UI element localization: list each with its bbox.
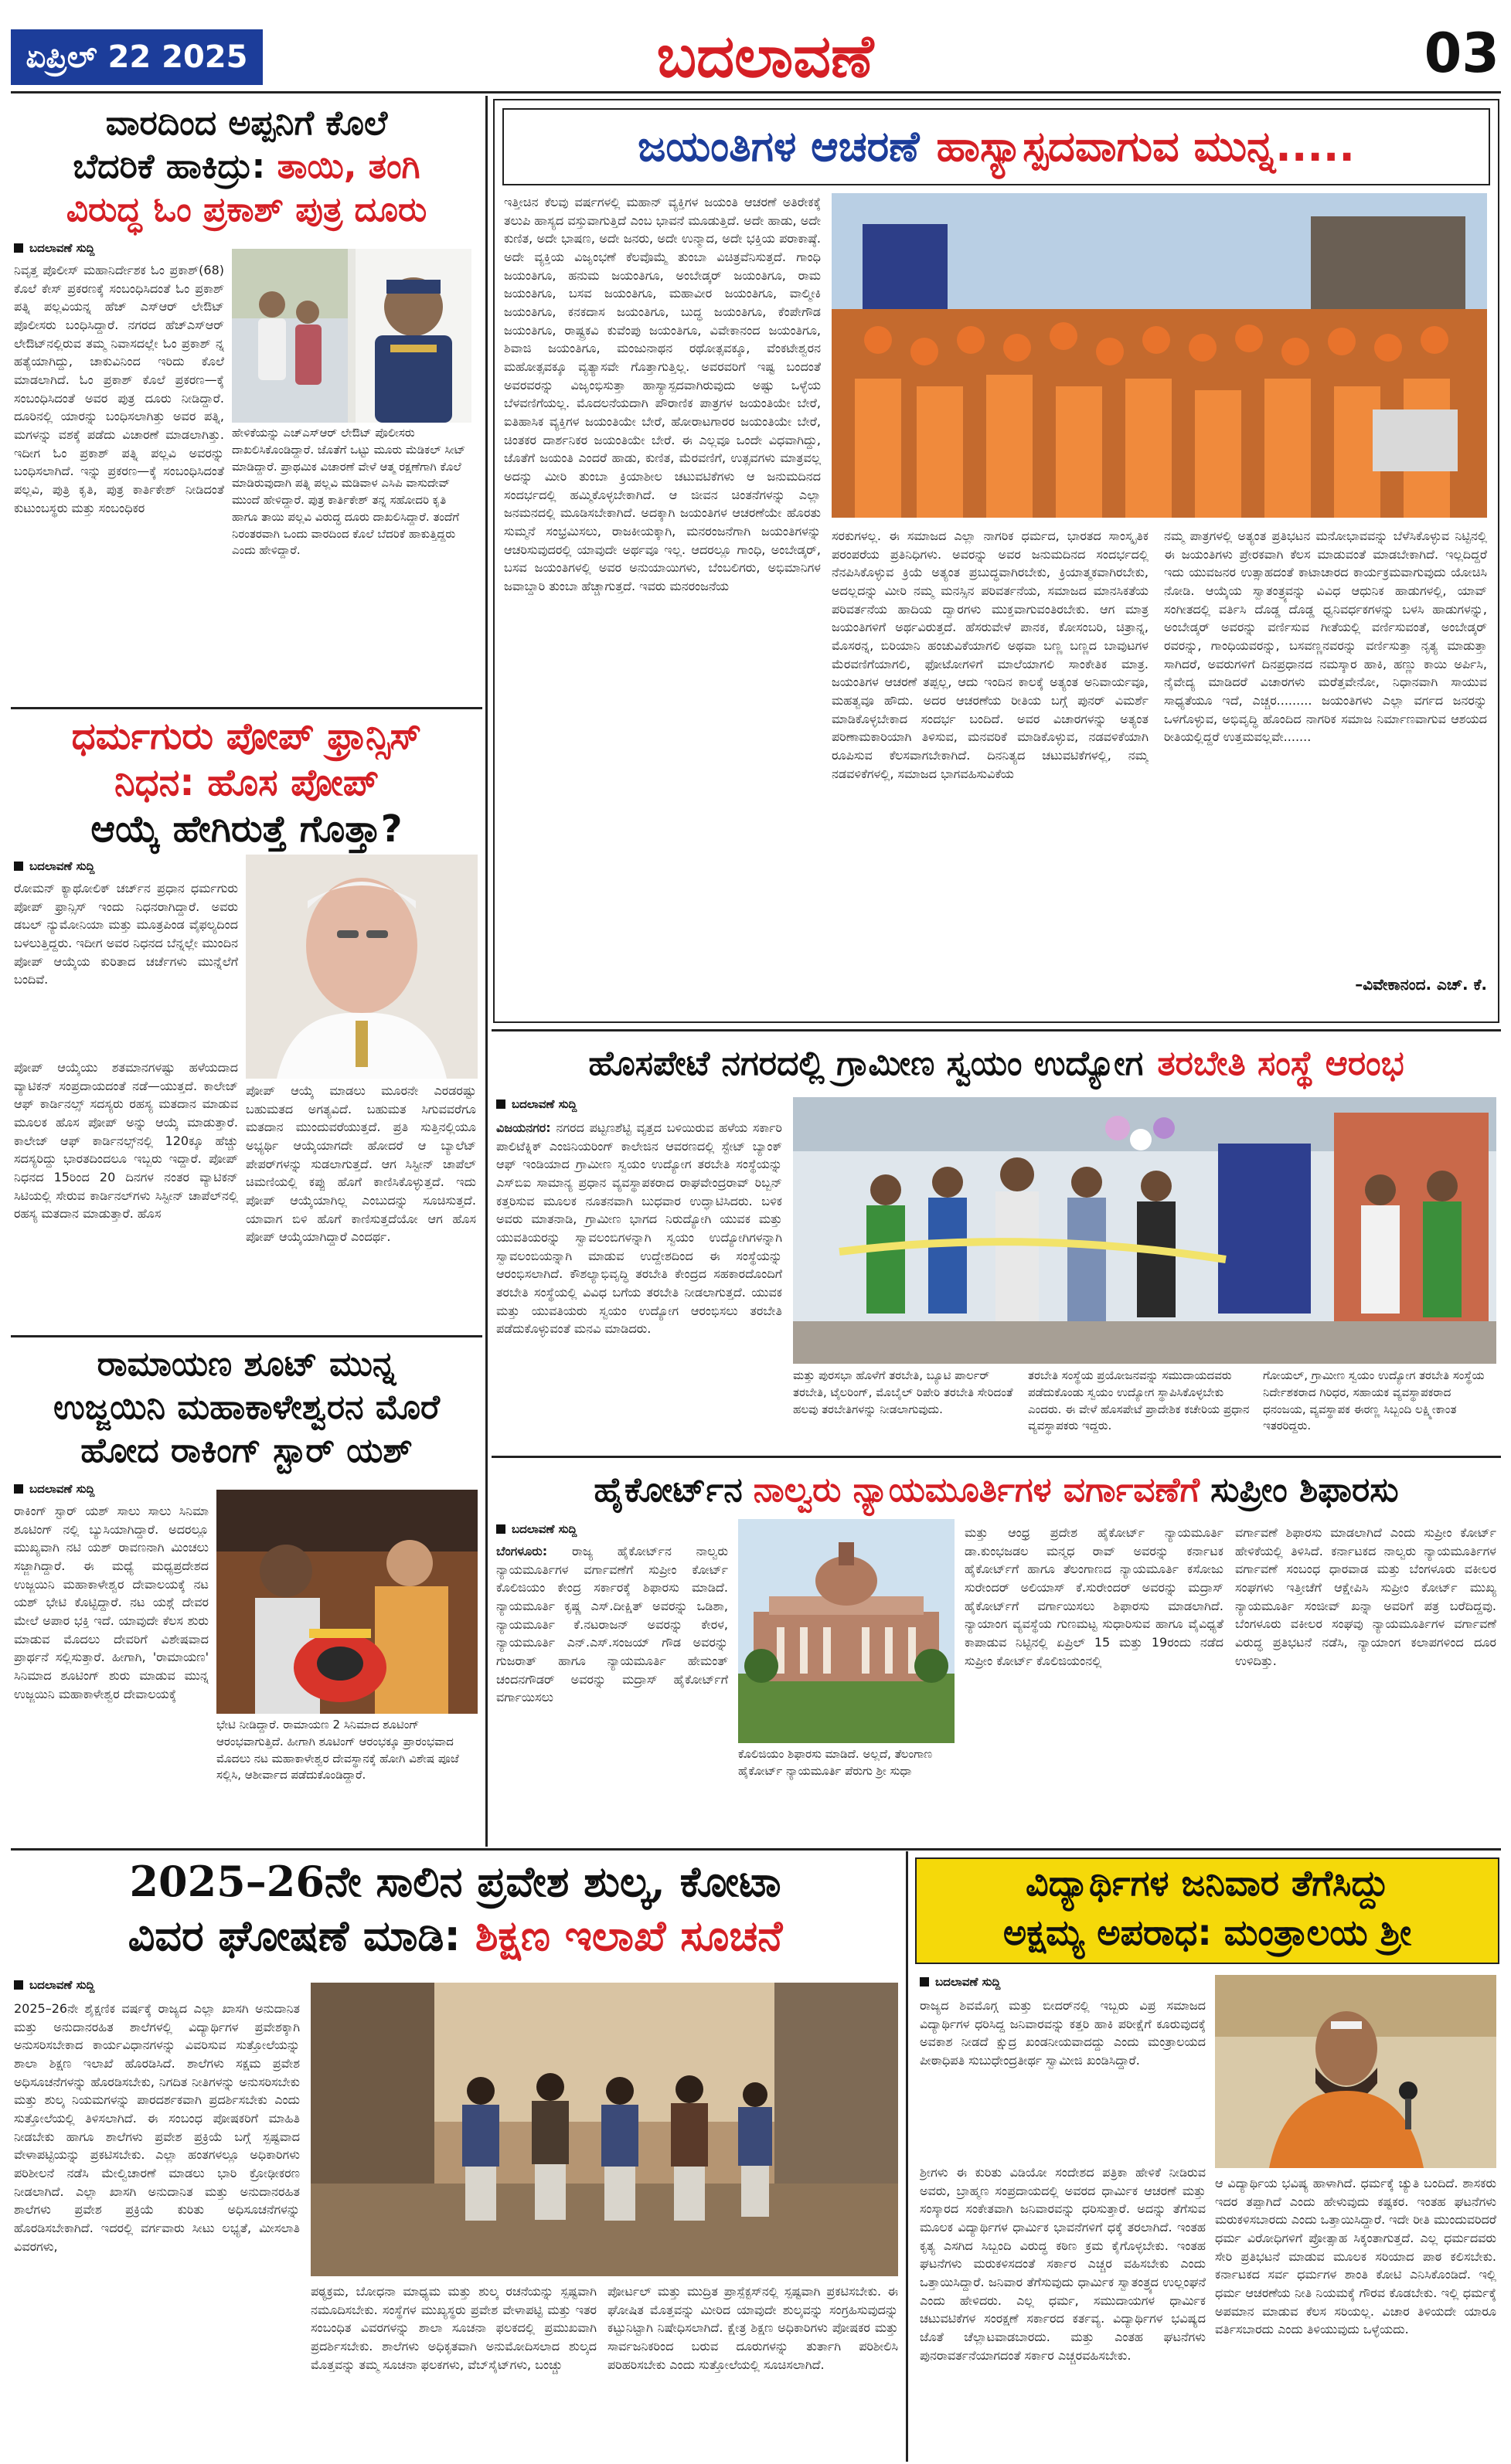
a4-headline: ಜಯಂತಿಗಳ ಆಚರಣೆ ಹಾಸ್ಯಾಸ್ಪದವಾಗುವ ಮುನ್ನ..... — [502, 108, 1490, 185]
byline-square-icon — [14, 1980, 23, 1990]
a5-headline: ಹೊಸಪೇಟೆ ನಗರದಲ್ಲಿ ಗ್ರಾಮೀಣ ಸ್ವಯಂ ಉದ್ಯೋಗ ತರಬೇತಿ ಸಂಸ್ಥೆ ಆರಂಭ — [588, 1043, 1404, 1083]
column-rule-bottom — [906, 1851, 908, 2462]
a5-caption-3: ಗೋಯಲ್, ಗ್ರಾಮೀಣ ಸ್ವಯಂ ಉದ್ಯೋಗ ತರಬೇತಿ ಸಂಸ್ಥೆಯ ನಿರ್ದೇಶಕರಾದ ಗಿರಿಧರ, ಸಹಾಯಕ ವ್ಯವಸ್ಥಾಪಕರಾದ ಧನಂಜಯ, ವ್ಯವಸ್ಥಾಪಕ ಈರಣ್ಣ ಸಿಬ್ಬಂದಿ ಲಕ್ಷ್ಮೀಕಾಂತ ಇತರರಿದ್ದರು. — [1263, 1368, 1485, 1433]
byline-square-icon — [14, 862, 23, 871]
issue-date: ಏಪ್ರಿಲ್ 22 2025 — [26, 39, 248, 75]
a3-headline-1: ರಾಮಾಯಣ ಶೂಟ್ ಮುನ್ನ — [97, 1344, 396, 1384]
byline-square-icon — [920, 1977, 929, 1986]
a2-body-top: ರೋಮನ್ ಕ್ಯಾಥೋಲಿಕ್ ಚರ್ಚ್‌ನ ಪ್ರಧಾನ ಧರ್ಮಗುರು ಪೋಪ್ ಫ್ರಾನ್ಸಿಸ್ ಇಂದು ನಿಧನರಾಗಿದ್ದಾರೆ. ಅವರು ಡಬಲ್ ನ್ಯುಮೋನಿಯಾ ಮತ್ತು ಮೂತ್ರಪಿಂಡ ವೈಫಲ್ಯದಿಂದ ಬಳಲುತ್ತಿದ್ದರು. ಇದೀಗ ಅವರ ನಿಧನದ ಬೆನ್ನಲ್ಲೇ ಮುಂದಿನ ಪೋಪ್ ಆಯ್ಕೆಯ ಕುರಿತಾದ ಚರ್ಚೆಗಳು ಮುನ್ನೆಲೆಗೆ ಬಂದಿವೆ. — [14, 881, 238, 987]
a5-caption-1: ಮತ್ತು ಪುರಸಭಾ ಹೊಳೆಗೆ ತರಬೇತಿ, ಬ್ಯೂಟಿ ಪಾರ್ಲರ್ ತರಬೇತಿ, ಟೈಲರಿಂಗ್, ಮೊಬೈಲ್ ರಿಪೇರಿ ತರಬೇತಿ ಸೇರಿದಂತೆ ಹಲವು ತರಬೇತಿಗಳನ್ನು ನೀಡಲಾಗುವುದು. — [793, 1368, 1013, 1416]
a8-headline-2: ಅಕ್ಷಮ್ಯ ಅಪರಾಧ: ಮಂತ್ರಾಲಯ ಶ್ರೀ — [1002, 1912, 1412, 1953]
byline-square-icon — [14, 1484, 23, 1494]
a3-photo-caption: ಭೇಟಿ ನೀಡಿದ್ದಾರೆ. ರಾಮಾಯಣ 2 ಸಿನಿಮಾದ ಶೂಟಿಂಗ್ ಆರಂಭವಾಗುತ್ತಿದೆ. ಹೀಗಾಗಿ ಶೂಟಿಂಗ್ ಆರಂಭಕ್ಕೂ ಪ್ರಾರಂಭವಾದ ಮೊದಲು ನಟ ಮಹಾಕಾಳೇಶ್ವರ ದೇವಸ್ಥಾನಕ್ಕೆ ಹೋಗಿ ವಿಶೇಷ ಪೂಜೆ ಸಲ್ಲಿಸಿ, ಆಶೀರ್ವಾದ ಪಡೆದುಕೊಂಡಿದ್ದಾರೆ. — [216, 1718, 459, 1783]
a1-photo — [232, 249, 471, 423]
a7-headline-2: ವಿವರ ಘೋಷಣೆ ಮಾಡಿ: ಶಿಕ್ಷಣ ಇಲಾಖೆ ಸೂಚನೆ — [128, 1912, 783, 1960]
a5-body: ವಿಜಯನಗರ: ನಗರದ ಪಟ್ಟಣಶೆಟ್ಟಿ ವೃತ್ತದ ಬಳಿಯಿರುವ ಹಳೆಯ ಸರ್ಕಾರಿ ಪಾಲಿಟೆಕ್ನಿಕ್ ಎಂಜಿನಿಯರಿಂಗ್ ಕಾಲೇಜಿನ ಆವರಣದಲ್ಲಿ ಸ್ಟೇಟ್ ಬ್ಯಾಂಕ್ ಆಫ್ ಇಂಡಿಯಾದ ಗ್ರಾಮೀಣ ಸ್ವಯಂ ಉದ್ಯೋಗ ತರಬೇತಿ ಸಂಸ್ಥೆಯನ್ನು ಎಸ್‌ಬಿಐ ಸಾಮಾನ್ಯ ಪ್ರಧಾನ ವ್ಯವಸ್ಥಾಪಕರಾದ ರಾಘವೇಂದ್ರರಾವ್ ರಿಬ್ಬನ್ ಕತ್ತರಿಸುವ ಮೂಲಕ ನೂತನವಾಗಿ ಬುಧವಾರ ಉದ್ಘಾಟಿಸಿದರು. ಬಳಿಕ ಅವರು ಮಾತನಾಡಿ, ಗ್ರಾಮೀಣ ಭಾಗದ ನಿರುದ್ಯೋಗಿ ಯುವಕ ಮತ್ತು ಯುವತಿಯರನ್ನು ಸ್ವಾವಲಂಬಿಗಳನ್ನಾಗಿ ಸ್ವಯಂ ಉದ್ಯೋಗಿಗಳನ್ನಾಗಿ ಸ್ವಾವಲಂಬಿಯನ್ನಾಗಿ ಮಾಡುವ ಉದ್ದೇಶದಿಂದ ಈ ಸಂಸ್ಥೆಯನ್ನು ಆರಂಭಿಸಲಾಗಿದೆ. ಕೌಶಲ್ಯಾಭಿವೃದ್ಧಿ ತರಬೇತಿ ಕೇಂದ್ರದ ಸಹಕಾರದೊಂದಿಗೆ ತರಬೇತಿ ಸಂಸ್ಥೆಯಲ್ಲಿ ವಿವಿಧ ಬಗೆಯ ತರಬೇತಿ ನೀಡಲಾಗುತ್ತದೆ. ಯುವಕ ಮತ್ತು ಯುವತಿಯರು ಸ್ವಯಂ ಉದ್ಯೋಗ ಆರಂಭಿಸಲು ತರಬೇತಿ ಪಡೆದುಕೊಳ್ಳುವಂತೆ ಮನವಿ ಮಾಡಿದರು. — [496, 1120, 782, 1337]
a8-byline: ಬದಲಾವಣೆ ಸುದ್ದಿ — [920, 1975, 1000, 1989]
a5-byline: ಬದಲಾವಣೆ ಸುದ್ದಿ — [496, 1097, 577, 1111]
a8-headline-1: ವಿದ್ಯಾರ್ಥಿಗಳ ಜನಿವಾರ ತೆಗೆಸಿದ್ದು — [1026, 1862, 1389, 1904]
a6-body-right: ವರ್ಗಾವಣೆ ಶಿಫಾರಸು ಮಾಡಲಾಗಿದೆ ಎಂದು ಸುಪ್ರೀಂ ಕೋರ್ಟ್ ಹೇಳಿಕೆಯಲ್ಲಿ ತಿಳಿಸಿದೆ. ಕರ್ನಾಟಕದ ನಾಲ್ವರು ನ್ಯಾಯಮೂರ್ತಿಗಳ ವರ್ಗಾವಣೆ ಸಂಬಂಧ ಧಾರವಾಡ ಮತ್ತು ಬೆಂಗಳೂರು ವಕೀಲರ ಸಂಘಗಳು ಇತ್ತೀಚೆಗೆ ಆಕ್ಷೇಪಿಸಿ ಸುಪ್ರೀಂ ಕೋರ್ಟ್ ಮುಖ್ಯ ನ್ಯಾಯಮೂರ್ತಿ ಸಂಜೀವ್ ಖನ್ನಾ ಅವರಿಗೆ ಪತ್ರ ಬರೆದಿದ್ದವು. ಬೆಂಗಳೂರು ವಕೀಲರ ಸಂಘವು ನ್ಯಾಯಮೂರ್ತಿಗಳ ವರ್ಗಾವಣೆ ವಿರುದ್ಧ ಪ್ರತಿಭಟನೆ ನಡೆಸಿ, ನ್ಯಾಯಾಂಗ ಕಲಾಪಗಳಿಂದ ದೂರ ಉಳಿದಿತ್ತು. — [1235, 1525, 1496, 1668]
a5-photo-inauguration — [793, 1097, 1496, 1364]
a3-byline: ಬದಲಾವಣೆ ಸುದ್ದಿ — [14, 1482, 94, 1496]
a3-photo-temple — [216, 1490, 478, 1714]
a4-body-left: ಇತ್ತೀಚಿನ ಕೆಲವು ವರ್ಷಗಳಲ್ಲಿ ಮಹಾನ್ ವ್ಯಕ್ತಿಗಳ ಜಯಂತಿ ಆಚರಣೆ ಅತಿರೇಕಕ್ಕೆ ತಲುಪಿ ಹಾಸ್ಯದ ವಸ್ತುವಾಗುತ್ತಿದೆ ಎಂಬ ಭಾವನೆ ಮೂಡುತ್ತಿದೆ. ಅದೇ ಹಾಡು, ಅದೇ ಕುಣಿತ, ಅದೇ ಭಾಷಣ, ಅದೇ ಜನರು, ಅದೇ ಉನ್ಮಾದ, ಅದೇ ಭಕ್ತಿಯ ಪರಾಕಾಷ್ಠೆ. ಅದೇ ವ್ಯಕ್ತಿಯ ವಿಜೃಂಭಣೆ ಕೆಲವೊಮ್ಮೆ ತುಂಬಾ ವಿಚಿತ್ರವೆನಿಸುತ್ತದೆ. ಗಾಂಧಿ ಜಯಂತಿಗೂ, ಹನುಮ ಜಯಂತಿಗೂ, ಅಂಬೇಡ್ಕರ್ ಜಯಂತಿಗೂ, ರಾಮ ಜಯಂತಿಗೂ, ಬಸವ ಜಯಂತಿಗೂ, ಮಹಾವೀರ ಜಯಂತಿಗೂ, ವಾಲ್ಮೀಕಿ ಜಯಂತಿಗೂ, ಕನಕದಾಸ ಜಯಂತಿಗೂ, ಬುದ್ಧ ಜಯಂತಿಗೂ, ಕೆಂಪೇಗೌಡ ಜಯಂತಿಗೂ, ರಾಷ್ಟ್ರಕವಿ ಕುವೆಂಪು ಜಯಂತಿಗೂ, ವಿವೇಕಾನಂದ ಜಯಂತಿಗೂ, ಶಿವಾಜಿ ಜಯಂತಿಗೂ, ಮಂಜುನಾಥನ ರಥೋತ್ಸವಕ್ಕೂ, ವೆಂಕಟೇಶ್ವರನ ಮಹೋತ್ಸವಕ್ಕೂ ವ್ಯತ್ಯಾಸವೇ ಗೊತ್ತಾಗುತ್ತಿಲ್ಲ. ಅವರವರಿಗೆ ಇಷ್ಟ ಬಂದಂತೆ ಅವರವರನ್ನು ವಿಜೃಂಭಿಸುತ್ತಾ ಹಾಸ್ಯಾಸ್ಪದವಾಗಿರುವುದು ಅಷ್ಟು ಒಳ್ಳೆಯ ಬೆಳವಣಿಗೆಯಲ್ಲ. ಮೊದಲನೆಯದಾಗಿ ಪೌರಾಣಿಕ ಪಾತ್ರಗಳ ಜಯಂತಿಯೇ ಬೇರೆ, ಐತಿಹಾಸಿಕ ವ್ಯಕ್ತಿಗಳ ಜಯಂತಿಯೇ ಬೇರೆ, ಹೋರಾಟಗಾರರ ಜಯಂತಿಯೇ ಬೇರೆ, ಚಿಂತಕರ ದಾರ್ಶನಿಕರ ಜಯಂತಿಯೇ ಬೇರೆ. ಈ ಎಲ್ಲವೂ ಒಂದೇ ವಿಧವಾಗಿದ್ದು, ಜೊತೆಗೆ ಜಯಂತಿ ಎಂದರೆ ಹಾಡು, ಕುಣಿತ, ಮೆರವಣಿಗೆ, ಉತ್ಸವಗಳು ಮಾತ್ರವಲ್ಲ ಅದನ್ನು ಮೀರಿ ತುಂಬಾ ಕ್ರಿಯಾಶೀಲ ಚಟುವಟಿಕೆಗಳು ಆ ಜನುಮದಿನದ ಸಂದರ್ಭದಲ್ಲಿ ಹಮ್ಮಿಕೊಳ್ಳಬೇಕಾಗಿದೆ. ಆ ಜೀವನ ಚಿಂತನೆಗಳನ್ನು ಎಲ್ಲಾ ಜನಮನದಲ್ಲಿ ಮೂಡಿಸಬೇಕಾಗಿದೆ. ಅದಕ್ಕಾಗಿ ಜಯಂತಿಗಳ ಆಚರಣೆಯೇ ಹೊರತು ಸುಮ್ಮನೆ ಸಂಭ್ರಮಿಸಲು, ರಾಜಕೀಯಕ್ಕಾಗಿ, ಮನರಂಜನೆಗಾಗಿ ಜಯಂತಿಗಳನ್ನು ಆಚರಿಸುವುದರಲ್ಲಿ ಯಾವುದೇ ಅರ್ಥವೂ ಇಲ್ಲ. ಆದರಲ್ಲೂ ಗಾಂಧಿ, ಅಂಬೇಡ್ಕರ್, ಬಸವ ಜಯಂತಿಗಳಲ್ಲಿ ಅವರ ಅನುಯಾಯಿಗಳು, ಬೆಂಬಲಿಗರು, ಅಭಿಮಾನಿಗಳ ಜವಾಬ್ದಾರಿ ತುಂಬಾ ಹೆಚ್ಚಾಗುತ್ತದೆ. ಇವರು ಮನರಂಜನೆಯ — [504, 195, 821, 594]
byline-square-icon — [14, 243, 23, 253]
a2-body-right: ಪೋಪ್ ಆಯ್ಕೆ ಮಾಡಲು ಮೂರನೇ ಎರಡರಷ್ಟು ಬಹುಮತದ ಅಗತ್ಯವಿದೆ. ಬಹುಮತ ಸಿಗುವವರೆಗೂ ಮತದಾನ ಮುಂದುವರೆಯುತ್ತದೆ. ಪ್ರತಿ ಸುತ್ತಿನಲ್ಲಿಯೂ ಅಭ್ಯರ್ಥಿ ಆಯ್ಕೆಯಾಗದೇ ಹೋದರೆ ಆ ಬ್ಯಾಲೆಟ್ ಪೇಪರ್‌ಗಳನ್ನು ಸುಡಲಾಗುತ್ತದೆ. ಆಗ ಸಿಸ್ಟೀನ್ ಚಾಪೆಲ್ ಚಿಮಣಿಯಲ್ಲಿ ಕಪ್ಪು ಹೊಗೆ ಕಾಣಿಸಿಕೊಳ್ಳುತ್ತದೆ. ಇದು ಪೋಪ್ ಆಯ್ಕೆಯಾಗಿಲ್ಲ ಎಂಬುದನ್ನು ಸೂಚಿಸುತ್ತದೆ. ಯಾವಾಗ ಬಿಳಿ ಹೊಗೆ ಕಾಣಿಸುತ್ತದೆಯೋ ಆಗ ಹೊಸ ಪೋಪ್ ಆಯ್ಕೆಯಾಗಿದ್ದಾರೆ ಎಂದರ್ಥ. — [246, 1083, 476, 1245]
a8-body-top: ರಾಜ್ಯದ ಶಿವಮೊಗ್ಗ ಮತ್ತು ಬೀದರ್‌ನಲ್ಲಿ ಇಬ್ಬರು ವಿಪ್ರ ಸಮಾಜದ ವಿದ್ಯಾರ್ಥಿಗಳ ಧರಿಸಿದ್ದ ಜನಿವಾರವನ್ನು ಕತ್ತರಿ ಹಾಕಿ ಪರೀಕ್ಷೆಗೆ ಕೂರುವುದಕ್ಕೆ ಅವಕಾಶ ನೀಡದೆ ಕ್ಷುದ್ರ ಖಂಡನೀಯವಾದದ್ದು ಎಂದು ಮಂತ್ರಾಲಯದ ಪೀಠಾಧಿಪತಿ ಸುಬುಧೇಂದ್ರತೀರ್ಥ ಸ್ವಾಮೀಜಿ ಖಂಡಿಸಿದ್ದಾರೆ. — [920, 1998, 1206, 2068]
a7-body-right: ಪೋರ್ಟಲ್ ಮತ್ತು ಮುದ್ರಿತ ಪ್ರಾಸ್ಪೆಕ್ಟಸ್‌ನಲ್ಲಿ ಸ್ಪಷ್ಟವಾಗಿ ಪ್ರಕಟಿಸಬೇಕು. ಈ ಘೋಷಿತ ಮೊತ್ತವನ್ನು ಮೀರಿದ ಯಾವುದೇ ಶುಲ್ಕವನ್ನು ಸಂಗ್ರಹಿಸುವುದನ್ನು ಕಟ್ಟುನಿಟ್ಟಾಗಿ ನಿಷೇಧಿಸಲಾಗಿದೆ. ಕ್ಷೇತ್ರ ಶಿಕ್ಷಣ ಅಧಿಕಾರಿಗಳು ಪೋಷಕರ ಮತ್ತು ಸಾರ್ವಜನಿಕರಿಂದ ಬರುವ ದೂರುಗಳನ್ನು ತುರ್ತಾಗಿ ಪರಿಶೀಲಿಸಿ ಪರಿಹರಿಸಬೇಕು ಎಂದು ಸುತ್ತೋಲೆಯಲ್ಲಿ ಸೂಚಿಸಲಾಗಿದೆ. — [607, 2284, 898, 2372]
column-rule-left — [485, 96, 488, 1847]
a1-bottom-rule — [11, 707, 482, 709]
a4-body-right: ನಮ್ಮ ಪಾತ್ರಗಳಲ್ಲಿ ಅತ್ಯಂತ ಪ್ರತಿಭಟನ ಮನೋಭಾವವನ್ನು ಬೆಳೆಸಿಕೊಳ್ಳುವ ನಿಟ್ಟಿನಲ್ಲಿ ಈ ಜಯಂತಿಗಳು ಪ್ರೇರಕವಾಗಿ ಕೆಲಸ ಮಾಡುವಂತೆ ಮಾಡಬೇಕಾಗಿದೆ. ಇಲ್ಲದಿದ್ದರೆ ಇದು ಯುವಜನರ ಉತ್ಸಾಹದಂತೆ ಕಾಟಾಚಾರದ ಕಾರ್ಯಕ್ರಮವಾಗುವುದು ಯೋಚಿಸಿ ನೋಡಿ. ಆಯ್ಕೆಯ ಸ್ವಾತಂತ್ರ್ಯವನ್ನು ವಿವಿಧ ಆಧುನಿಕ ಹಾಡುಗಳಲ್ಲಿ, ಯಾವ್ ಸಂಗೀತದಲ್ಲಿ ವರ್ತಿಸಿ ದೊಡ್ಡ ದೊಡ್ಡ ಧ್ವನಿವರ್ಧಕಗಳನ್ನು ಬಳಸಿ ಹಾಡುಗಳನ್ನು, ಅಂಬೇಡ್ಕರ್ ಅವರನ್ನು ವರ್ಣಿಸುವ ಗೀತೆಯಲ್ಲಿ ವರ್ಣಿಸುವಂತೆ, ಅಂಬೇಡ್ಕರ್ ರವರನ್ನು, ಗಾಂಧಿಯವರನ್ನು, ಬಸವಣ್ಣನವರನ್ನು ವರ್ಣಿಸುತ್ತಾ ನೃತ್ಯ ಮಾಡುತ್ತಾ ಸಾಗಿದರೆ, ಅವರುಗಳಿಗೆ ದಿನಪ್ರಧಾನದ ನಮಸ್ಕಾರ ಹಾಕಿ, ಹಣ್ಣು ಕಾಯಿ ಅರ್ಪಿಸಿ, ನೈವೇದ್ಯ ಮಾಡಿದರೆ ವಿಚಾರಗಳು ಮರೆತ್ತವೇನೋ, ನಿಧಾನವಾಗಿ ಸಾಯುವ ಸಾಧ್ಯತೆಯೂ ಇದೆ, ಎಚ್ಚರ......... ಜಯಂತಿಗಳು ಎಲ್ಲಾ ವರ್ಗದ ಜನರನ್ನು ಒಳಗೊಳ್ಳುವ, ಅಭಿವೃದ್ಧಿ ಹೊಂದಿದ ನಾಗರಿಕ ಸಮಾಜ ನಿರ್ಮಾಣವಾಗುವ ಆಶಯದ ರೀತಿಯಲ್ಲಿದ್ದರೆ ಉತ್ತಮವಲ್ಲವೇ....... — [1164, 528, 1487, 745]
byline-square-icon — [496, 1524, 505, 1534]
a2-headline-1: ಧರ್ಮಗುರು ಪೋಪ್ ಫ್ರಾನ್ಸಿಸ್ — [71, 715, 422, 758]
a7-photo-students — [311, 1983, 898, 2276]
a2-byline: ಬದಲಾವಣೆ ಸುದ್ದಿ — [14, 859, 94, 873]
page-number: 03 — [1424, 22, 1499, 85]
a8-body-left: ಶ್ರೀಗಳು ಈ ಕುರಿತು ವಿಡಿಯೋ ಸಂದೇಶದ ಪತ್ರಿಕಾ ಹೇಳಿಕೆ ನೀಡಿರುವ ಅವರು, ಬ್ರಾಹ್ಮಣ ಸಂಪ್ರದಾಯದಲ್ಲಿ ಅವರದ ಧಾರ್ಮಿಕ ಆಚರಣೆ ಮತ್ತು ಸಂಸ್ಕಾರದ ಸಂಕೇತವಾಗಿ ಜನಿವಾರವನ್ನು ಧರಿಸುತ್ತಾರೆ. ಅದನ್ನು ತೆಗೆಸುವ ಮೂಲಕ ವಿದ್ಯಾರ್ಥಿಗಳ ಧಾರ್ಮಿಕ ಭಾವನೆಗಳಿಗೆ ಧಕ್ಕೆ ತರಲಾಗಿದೆ. ಇಂತಹ ಕೃತ್ಯ ಎಸಗಿದ ಸಿಬ್ಬಂದಿ ವಿರುದ್ಧ ಕಠಿಣ ಕ್ರಮ ಕೈಗೊಳ್ಳಬೇಕು. ಇಂತಹ ಘಟನೆಗಳು ಮರುಕಳಿಸದಂತೆ ಸರ್ಕಾರ ಎಚ್ಚರ ವಹಿಸಬೇಕು ಎಂದು ಒತ್ತಾಯಿಸಿದ್ದಾರೆ. ಜನಿವಾರ ತೆಗೆಸುವುದು ಧಾರ್ಮಿಕ ಸ್ವಾತಂತ್ರ್ಯದ ಉಲ್ಲಂಘನೆ ಎಂದು ಹೇಳಿದರು. ಎಲ್ಲ ಧರ್ಮ, ಸಮುದಾಯಗಳ ಧಾರ್ಮಿಕ ಚಟುವಟಿಕೆಗಳ ಸಂರಕ್ಷಣೆ ಸರ್ಕಾರದ ಕರ್ತವ್ಯ. ವಿದ್ಯಾರ್ಥಿಗಳ ಭವಿಷ್ಯದ ಜೊತೆ ಚೆಲ್ಲಾಟವಾಡಬಾರದು. ಮತ್ತು ಎಂತಹ ಘಟನೆಗಳು ಪುನರಾವರ್ತನೆಯಾಗದಂತೆ ಸರ್ಕಾರ ಎಚ್ಚರವಹಿಸಬೇಕು. — [920, 2165, 1206, 2363]
a1-body: ನಿವೃತ್ತ ಪೊಲೀಸ್ ಮಹಾನಿರ್ದೇಶಕ ಓಂ ಪ್ರಕಾಶ್(68) ಕೊಲೆ ಕೇಸ್ ಪ್ರಕರಣಕ್ಕೆ ಸಂಬಂಧಿಸಿದಂತೆ ಓಂ ಪ್ರಕಾಶ್ ಪತ್ನಿ ಪಲ್ಲವಿಯನ್ನ ಹೆಚ್ ಎಸ್ಆರ್ ಲೇಔಟ್ ಪೊಲೀಸರು ಬಂಧಿಸಿದ್ದಾರೆ. ನಗರದ ಹೆಚ್ಎಸ್ಆರ್ ಲೇಔಟ್‌ನಲ್ಲಿರುವ ತಮ್ಮ ನಿವಾಸದಲ್ಲೇ ಓಂ ಪ್ರಕಾಶ್ ನ್ನ ಹತ್ಯೆಯಾಗಿದ್ದು, ಚಾಕುವಿನಿಂದ ಇರಿದು ಕೊಲೆ ಮಾಡಲಾಗಿದೆ. ಓಂ ಪ್ರಕಾಶ್ ಕೊಲೆ ಪ್ರಕರಣ—ಕ್ಕೆ ಸಂಬಂಧಿಸಿದಂತೆ ಅವರ ಪುತ್ರ ದೂರು ನೀಡಿದ್ದಾರೆ. ದೂರಿನಲ್ಲಿ ಯಾರನ್ನು ಬಂಧಿಸಲಾಗಿತ್ತು ಅವರ ಪತ್ನಿ, ಮಗಳನ್ನು ವಶಕ್ಕೆ ಪಡೆದು ವಿಚಾರಣೆ ಮಾಡಲಾಗಿತ್ತು. ಇದೀಗ ಓಂ ಪ್ರಕಾಶ್ ಪತ್ನಿ ಪಲ್ಲವಿ ಅವರನ್ನು ಬಂಧಿಸಲಾಗಿದೆ. ಇನ್ನು ಪ್ರಕರಣ—ಕ್ಕೆ ಸಂಬಂಧಿಸಿದಂತೆ ಪಲ್ಲವಿ, ಪುತ್ರಿ ಕೃತಿ, ಪುತ್ರ ಕಾರ್ತಿಕೇಶ್ ನೀಡಿದಂತೆ ಕುಟುಂಬಸ್ಥರು ಮತ್ತು ಸಂಬಂಧಿಕರ — [14, 263, 224, 515]
a1-photo-caption: ಹೇಳಿಕೆಯನ್ನು ಎಚ್‌ಎಸ್ಆರ್ ಲೇಔಟ್ ಪೊಲೀಸರು ದಾಖಲಿಸಿಕೊಂಡಿದ್ದಾರೆ. ಜೊತೆಗೆ ಒಟ್ಟು ಮೂರು ಮೆಡಿಕಲ್ ಸೀಟ್ ಮಾಡಿದ್ದಾರೆ. ಪ್ರಾಥಮಿಕ ವಿಚಾರಣೆ ವೇಳೆ ಆತ್ಮ ರಕ್ಷಣೆಗಾಗಿ ಕೊಲೆ ಮಾಡಿರುವುದಾಗಿ ಪತ್ನಿ ಪಲ್ಲವಿ ಮಡಿವಾಳ ಎಸಿಪಿ ವಾಸುದೇವ್ ಮುಂದೆ ಹೇಳಿದ್ದಾರೆ. ಪುತ್ರ ಕಾರ್ತಿಕೇಶ್ ತನ್ನ ಸಹೋದರಿ ಕೃತಿ ಹಾಗೂ ತಾಯಿ ಪಲ್ಲವಿ ವಿರುದ್ಧ ದೂರು ದಾಖಲಿಸಿದ್ದಾರೆ. ತಂದೆಗೆ ನಿರಂತರವಾಗಿ ಒಂದು ವಾರದಿಂದ ಕೊಲೆ ಬೆದರಿಕೆ ಹಾಕುತ್ತಿದ್ದರು ಎಂದು ಹೇಳಿದ್ದಾರೆ. — [232, 426, 466, 558]
a6-photo-caption: ಕೊಲಿಜಿಯಂ ಶಿಫಾರಸು ಮಾಡಿದೆ. ಅಲ್ಲದೆ, ತೆಲಂಗಾಣ ಹೈಕೋರ್ಟ್ ನ್ಯಾಯಮೂರ್ತಿ ಪೆರುಗು ಶ್ರೀ ಸುಧಾ — [738, 1747, 933, 1778]
a7-headline-1: 2025–26ನೇ ಸಾಲಿನ ಪ್ರವೇಶ ಶುಲ್ಕ, ಕೋಟಾ — [129, 1857, 781, 1906]
a6-body-left: ಬೆಂಗಳೂರು: ರಾಜ್ಯ ಹೈಕೋರ್ಟ್‌ನ ನಾಲ್ವರು ನ್ಯಾಯಮೂರ್ತಿಗಳ ವರ್ಗಾವಣೆಗೆ ಸುಪ್ರೀಂ ಕೋರ್ಟ್ ಕೊಲಿಜಿಯಂ ಕೇಂದ್ರ ಸರ್ಕಾರಕ್ಕೆ ಶಿಫಾರಸು ಮಾಡಿದೆ. ನ್ಯಾಯಮೂರ್ತಿ ಕೃಷ್ಣ ಎಸ್.ದೀಕ್ಷಿತ್ ಅವರನ್ನು ಒಡಿಶಾ, ನ್ಯಾಯಮೂರ್ತಿ ಕೆ.ನಟರಾಜನ್ ಅವರನ್ನು ಕೇರಳ, ನ್ಯಾಯಮೂರ್ತಿ ಎನ್.ಎಸ್.ಸಂಜಯ್ ಗೌಡ ಅವರನ್ನು ಗುಜರಾತ್ ಹಾಗೂ ನ್ಯಾಯಮೂರ್ತಿ ಹೇಮಂತ್ ಚಂದನಗೌಡರ್ ಅವರನ್ನು ಮದ್ರಾಸ್ ಹೈಕೋರ್ಟ್‌ಗೆ ವರ್ಗಾಯಿಸಲು — [496, 1544, 728, 1705]
a6-body-mid: ಮತ್ತು ಆಂಧ್ರ ಪ್ರದೇಶ ಹೈಕೋರ್ಟ್ ನ್ಯಾಯಮೂರ್ತಿ ಡಾ.ಕುಂಭಜಡಲ ಮನ್ಮಧ ರಾವ್ ಅವರನ್ನು ಕರ್ನಾಟಕ ಹೈಕೋರ್ಟ್‌ಗೆ ಹಾಗೂ ತೆಲಂಗಾಣದ ನ್ಯಾಯಮೂರ್ತಿ ಕಸೋಜು ಸುರೇಂದರ್ ಅಲಿಯಾಸ್ ಕೆ.ಸುರೇಂದರ್ ಅವರನ್ನು ಮದ್ರಾಸ್ ಹೈಕೋರ್ಟ್‌ಗೆ ವರ್ಗಾಯಿಸಲು ಶಿಫಾರಸು ಮಾಡಲಾಗಿದೆ. ನ್ಯಾಯಾಂಗ ವ್ಯವಸ್ಥೆಯ ಗುಣಮಟ್ಟ ಸುಧಾರಿಸುವ ಹಾಗೂ ವೈವಿಧ್ಯತೆ ಕಾಪಾಡುವ ನಿಟ್ಟಿನಲ್ಲಿ ಏಪ್ರಿಲ್ 15 ಮತ್ತು 19ರಂದು ನಡೆದ ಸುಪ್ರೀಂ ಕೋರ್ಟ್ ಕೊಲಿಜಿಯಂನಲ್ಲಿ — [965, 1525, 1223, 1668]
a2-bottom-rule — [11, 1335, 482, 1337]
a1-byline: ಬದಲಾವಣೆ ಸುದ್ದಿ — [14, 241, 94, 255]
a3-body: ರಾಕಿಂಗ್ ಸ್ಟಾರ್ ಯಶ್ ಸಾಲು ಸಾಲು ಸಿನಿಮಾ ಶೂಟಿಂಗ್ ನಲ್ಲಿ ಬ್ಯುಸಿಯಾಗಿದ್ದಾರೆ. ಅದರಲ್ಲೂ ಮುಖ್ಯವಾಗಿ ನಟಿ ಯಶ್ ರಾವಣನಾಗಿ ಮಿಂಚಲು ಸಜ್ಜಾಗಿದ್ದಾರೆ. ಈ ಮಧ್ಯೆ ಮಧ್ಯಪ್ರದೇಶದ ಉಜ್ಜಯಿನಿ ಮಹಾಕಾಳೇಶ್ವರ ದೇವಾಲಯಕ್ಕೆ ನಟ ಯಶ್ ಭೇಟಿ ಕೊಟ್ಟಿದ್ದಾರೆ. ನಟ ಯಶ್ಗೆ ದೇವರ ಮೇಲೆ ಅಪಾರ ಭಕ್ತಿ ಇದೆ. ಯಾವುದೇ ಕೆಲಸ ಶುರು ಮಾಡುವ ಮೊದಲು ದೇವರಿಗೆ ವಿಶೇಷವಾದ ಪ್ರಾರ್ಥನೆ ಸಲ್ಲಿಸುತ್ತಾರೆ. ಹೀಗಾಗಿ, 'ರಾಮಾಯಣ' ಸಿನಿಮಾದ ಶೂಟಿಂಗ್ ಶುರು ಮಾಡುವ ಮುನ್ನ ಉಜ್ಜಯಿನಿ ಮಹಾಕಾಳೇಶ್ವರ ದೇವಾಲಯಕ್ಕೆ — [14, 1504, 209, 1701]
paper-name: ಬದಲಾವಣೆ — [656, 22, 874, 90]
a7-body-mid: ಪಠ್ಯಕ್ರಮ, ಬೋಧನಾ ಮಾಧ್ಯಮ ಮತ್ತು ಶುಲ್ಕ ರಚನೆಯನ್ನು ಸ್ಪಷ್ಟವಾಗಿ ನಮೂದಿಸಬೇಕು. ಸಂಸ್ಥೆಗಳ ಮುಖ್ಯಸ್ಥರು ಪ್ರವೇಶ ವೇಳಾಪಟ್ಟಿ ಮತ್ತು ಇತರ ಸಂಬಂಧಿತ ವಿವರಗಳನ್ನು ಶಾಲಾ ಸೂಚನಾ ಫಲಕದಲ್ಲಿ ಪ್ರಮುಖವಾಗಿ ಪ್ರದರ್ಶಿಸಬೇಕು. ಶಾಲೆಗಳು ಅಧಿಕೃತವಾಗಿ ಅನುಮೋದಿಸಲಾದ ಶುಲ್ಕದ ಮೊತ್ತವನ್ನು ತಮ್ಮ ಸೂಚನಾ ಫಲಕಗಳು, ವೆಬ್‌ಸೈಟ್‌ಗಳು, ಬಂಚ್ಚು — [311, 2284, 597, 2372]
a1-headline-1: ವಾರದಿಂದ ಅಪ್ಪನಿಗೆ ಕೊಲೆ — [105, 104, 388, 143]
a4-signature: –ವಿವೇಕಾನಂದ. ಎಚ್. ಕೆ. — [1355, 975, 1487, 994]
a4-photo-procession — [832, 193, 1487, 518]
a2-photo-pope — [246, 855, 478, 1079]
a6-top-rule — [492, 1456, 1501, 1458]
date-banner — [11, 29, 263, 85]
a1-headline-3: ವಿರುದ್ಧ ಓಂ ಪ್ರಕಾಶ್ ಪುತ್ರ ದೂರು — [66, 190, 427, 229]
a2-body-left: ಪೋಪ್ ಆಯ್ಕೆಯು ಶತಮಾನಗಳಷ್ಟು ಹಳೆಯದಾದ ವ್ಯಾಟಿಕನ್ ಸಂಪ್ರದಾಯದಂತೆ ನಡೆ—ಯುತ್ತದೆ. ಕಾಲೇಜ್ ಆಫ್ ಕಾರ್ಡಿನಲ್ಸ್ ಸದಸ್ಯರು ರಹಸ್ಯ ಮತದಾನ ಮಾಡುವ ಮೂಲಕ ಹೊಸ ಪೋಪ್ ಅನ್ನು ಆಯ್ಕೆ ಮಾಡುತ್ತಾರೆ. ಕಾಲೇಜ್ ಆಫ್ ಕಾರ್ಡಿನಲ್ಸ್‌ನಲ್ಲಿ 120ಕ್ಕೂ ಹೆಚ್ಚು ಸದಸ್ಯರಿದ್ದು ಭಾರತದಿಂದಲೂ ಇಬ್ಬರು ಇದ್ದಾರೆ. ಪೋಪ್ ನಿಧನದ 15ರಿಂದ 20 ದಿನಗಳ ನಂತರ ವ್ಯಾಟಿಕನ್ ಸಿಟಿಯಲ್ಲಿ ಸೇರುವ ಕಾರ್ಡಿನಲ್‌ಗಳು ಸಿಸ್ಟೀನ್ ಚಾಪೆಲ್‌ನಲ್ಲಿ ರಹಸ್ಯ ಮತದಾನ ಮಾಡುತ್ತಾರೆ. ಹೊಸ — [14, 1060, 238, 1222]
a4-body-mid: ಸರಕುಗಳಲ್ಲ. ಈ ಸಮಾಜದ ಎಲ್ಲಾ ನಾಗರಿಕ ಧರ್ಮದ, ಭಾರತದ ಸಾಂಸ್ಕೃತಿಕ ಪರಂಪರೆಯ ಪ್ರತಿನಿಧಿಗಳು. ಅವರನ್ನು ಅವರ ಜನುಮದಿನದ ಸಂದರ್ಭದಲ್ಲಿ ನೆನಪಿಸಿಕೊಳ್ಳುವ ಕ್ರಿಯೆ ಅತ್ಯಂತ ಪ್ರಬುದ್ಧವಾಗಿರಬೇಕು, ಕ್ರಿಯಾತ್ಮಕವಾಗಿರಬೇಕು, ಅದಲ್ಲದನ್ನು ಮೀರಿ ನಮ್ಮ ಮನಸ್ಸಿನ ಪರಿವರ್ತನೆಯ, ಸಮಾಜದ ಮಾನಸಿಕತೆಯ ಪರಿವರ್ತನೆಯ ಹಾದಿಯ ದ್ವಾರಗಳು ಮುಕ್ತವಾಗುವಂತಿರಬೇಕು. ಆಗ ಮಾತ್ರ ಜಯಂತಿಗಳಿಗೆ ಅರ್ಥವಿರುತ್ತದೆ. ಹೆಸರುವೇಳೆ ಪಾನಕ, ಕೋಸಂಬರಿ, ಚಿತ್ರಾನ್ನ, ಮೊಸರನ್ನ, ಬಿರಿಯಾನಿ ಹಂಚುವಿಕೆಯಾಗಲಿ ಅಥವಾ ಬಣ್ಣ ಬಣ್ಣದ ಬಾವುಟಗಳ ಮೆರವಣಿಗೆಯಾಗಲಿ, ಫೋಟೋಗಳಿಗೆ ಮಾಲೆಯಾಗಲಿ ಸಾಂಕೇತಿಕ ಮಾತ್ರ. ಜಯಂತಿಗಳ ಆಚರಣೆ ತಪ್ಪಲ್ಲ, ಆದು ಇಂದಿನ ಕಾಲಕ್ಕೆ ಅತ್ಯಂತ ಅನಿವಾರ್ಯವೂ, ಮಹತ್ವವೂ ಹೌದು. ಅದರ ಆಚರಣೆಯ ರೀತಿಯ ಬಗ್ಗೆ ಪುನರ್ ವಿಮರ್ಶೆ ಮಾಡಿಕೊಳ್ಳಬೇಕಾದ ಸಂದರ್ಭ ಬಂದಿದೆ. ಅವರ ವಿಚಾರಗಳನ್ನು ಅತ್ಯಂತ ಪರಿಣಾಮಕಾರಿಯಾಗಿ ತಿಳಿಸುವ, ಮನವರಿಕೆ ಮಾಡಿಕೊಳ್ಳುವ, ನಡವಳಿಕೆಯಾಗಿ ರೂಪಿಸುವ ಕೆಲಸವಾಗಬೇಕಾಗಿದೆ. ದಿನನಿತ್ಯದ ಚಟುವಟಿಕೆಗಳಲ್ಲಿ, ನಮ್ಮ ನಡವಳಿಕೆಗಳಲ್ಲಿ, ಸಮಾಜದ ಭಾಗವಹಿಸುವಿಕೆಯ — [832, 528, 1149, 781]
a1-headline-2: ಬೆದರಿಕೆ ಹಾಕಿದ್ರು: ತಾಯಿ, ತಂಗಿ — [73, 147, 420, 186]
a2-headline-3: ಆಯ್ಕೆ ಹೇಗಿರುತ್ತೆ ಗೊತ್ತಾ? — [90, 807, 403, 851]
a5-top-rule — [492, 1029, 1501, 1031]
byline-square-icon — [496, 1099, 505, 1109]
a6-photo-supreme-court — [738, 1519, 955, 1743]
a3-headline-2: ಉಜ್ಜಯಿನಿ ಮಹಾಕಾಳೇಶ್ವರನ ಮೊರೆ — [53, 1388, 441, 1427]
a5-caption-2: ತರಬೇತಿ ಸಂಸ್ಥೆಯ ಪ್ರಯೋಜನವನ್ನು ಸಮುದಾಯದವರು ಪಡೆದುಕೊಂಡು ಸ್ವಯಂ ಉದ್ಯೋಗ ಸ್ಥಾಪಿಸಿಕೊಳ್ಳಬೇಕು ಎಂದರು. ಈ ವೇಳೆ ಹೊಸಪೇಟೆ ಪ್ರಾದೇಶಿಕ ಕಚೇರಿಯ ಪ್ರಧಾನ ವ್ಯವಸ್ಥಾಪಕರು ಇದ್ದರು. — [1028, 1368, 1250, 1433]
a7-body-left: 2025–26ನೇ ಶೈಕ್ಷಣಿಕ ವರ್ಷಕ್ಕೆ ರಾಜ್ಯದ ಎಲ್ಲಾ ಖಾಸಗಿ ಅನುದಾನಿತ ಮತ್ತು ಅನುದಾನರಹಿತ ಶಾಲೆಗಳಲ್ಲಿ ವಿದ್ಯಾರ್ಥಿಗಳ ಪ್ರವೇಶಕ್ಕಾಗಿ ಅನುಸರಿಸಬೇಕಾದ ಕಾರ್ಯವಿಧಾನಗಳನ್ನು ವಿವರಿಸುವ ಸುತ್ತೋಲೆಯನ್ನು ಶಾಲಾ ಶಿಕ್ಷಣ ಇಲಾಖೆ ಹೊರಡಿಸಿದೆ. ಶಾಲೆಗಳು ಸಕ್ಷಮ ಪ್ರವೇಶ ಅಧಿಸೂಚನೆಗಳನ್ನು ಹೊರಡಿಸಬೇಕು, ನಿಗದಿತ ನೀತಿಗಳನ್ನು ಅನುಸರಿಸಬೇಕು ಮತ್ತು ಶುಲ್ಕ ನಿಯಮಗಳನ್ನು ಪಾರದರ್ಶಕವಾಗಿ ಪ್ರದರ್ಶಿಸಬೇಕು ಎಂದು ಸುತ್ತೋಲೆಯಲ್ಲಿ ತಿಳಿಸಲಾಗಿದೆ. ಈ ಸಂಬಂಧ ಪೋಷಕರಿಗೆ ಮಾಹಿತಿ ನೀಡಬೇಕು ಹಾಗೂ ಶಾಲೆಗಳು ಪ್ರವೇಶ ಪ್ರಕ್ರಿಯೆ ಬಗ್ಗೆ ಸ್ಪಷ್ಟವಾದ ವೇಳಾಪಟ್ಟಿಯನ್ನು ಪ್ರಕಟಿಸಬೇಕು. ಎಲ್ಲಾ ಹಂತಗಳಲ್ಲೂ ಅಧಿಕಾರಿಗಳು ಪರಿಶೀಲನೆ ನಡೆಸಿ ಮೇಲ್ವಿಚಾರಣೆ ಮಾಡಲು ಭಾರಿ ಕ್ರೋಢೀಕರಣ ನೀಡಲಾಗಿದೆ. ಎಲ್ಲಾ ಖಾಸಗಿ ಅನುದಾನಿತ ಮತ್ತು ಅನುದಾನರಹಿತ ಶಾಲೆಗಳು ಪ್ರವೇಶ ಪ್ರಕ್ರಿಯೆ ಕುರಿತು ಅಧಿಸೂಚನೆಗಳನ್ನು ಹೊರಡಿಸಬೇಕಾಗಿದೆ. ಇದರಲ್ಲಿ ವರ್ಗವಾರು ಸೀಟು ಲಭ್ಯತೆ, ಮೀಸಲಾತಿ ವಿವರಗಳು, — [14, 2001, 300, 2254]
a8-body-right: ಆ ವಿದ್ಯಾರ್ಥಿಯ ಭವಿಷ್ಯ ಹಾಳಾಗಿದೆ. ಧರ್ಮಕ್ಕೆ ಚ್ಯುತಿ ಬಂದಿದೆ. ಶಾಸಕರು ಇದರ ತಪ್ಪಾಗಿದೆ ಎಂದು ಹೇಳುವುದು ಕಷ್ಟಕರ. ಇಂತಹ ಘಟನೆಗಳು ಮರುಕಳಿಸಬಾರದು ಎಂದು ಒತ್ತಾಯಿಸಿದ್ದಾರೆ. ಇದೇ ರೀತಿ ಮುಂದುವರಿದರೆ ಧರ್ಮ ವಿರೋಧಿಗಳಿಗೆ ಪ್ರೋತ್ಸಾಹ ಸಿಕ್ಕಂತಾಗುತ್ತದೆ. ಎಲ್ಲ ಧರ್ಮದವರು ಸೇರಿ ಪ್ರತಿಭಟನೆ ಮಾಡುವ ಮೂಲಕ ಸರಿಯಾದ ಪಾಠ ಕಲಿಸಬೇಕು. ಕರ್ನಾಟಕದ ಸರ್ವ ಧರ್ಮಗಳ ಶಾಂತಿ ಕೋಟಿ ಎನಿಸಿಕೊಂಡಿದೆ. ಇಲ್ಲಿ ಧರ್ಮ ಆಚರಣೆಯ ನೀತಿ ನಿಯಮಕ್ಕೆ ಗೌರವ ಕೊಡಬೇಕು. ಇಲ್ಲಿ ಧರ್ಮಕ್ಕೆ ಅಪಮಾನ ಮಾಡುವ ಕೆಲಸ ಸರಿಯಲ್ಲ. ವಿಚಾರ ತಿಳಿಯದೇ ಯಾರೂ ವರ್ತಿಸಬಾರದು ಎಂದು ತಿಳಿಯುವುದು ಒಳ್ಳೆಯದು. — [1215, 2176, 1496, 2337]
a6-headline: ಹೈಕೋರ್ಟ್‌ನ ನಾಲ್ವರು ನ್ಯಾಯಮೂರ್ತಿಗಳ ವರ್ಗಾವಣೆಗೆ ಸುಪ್ರೀಂ ಶಿಫಾರಸು — [594, 1470, 1399, 1510]
a2-headline-2: ನಿಧನ: ಹೊಸ ಪೋಪ್ — [114, 761, 379, 804]
masthead-rule — [11, 91, 1501, 93]
bottom-section-rule — [11, 1848, 1501, 1851]
a8-photo-swamiji — [1215, 1975, 1496, 2168]
a6-byline: ಬದಲಾವಣೆ ಸುದ್ದಿ — [496, 1522, 577, 1536]
a7-byline: ಬದಲಾವಣೆ ಸುದ್ದಿ — [14, 1978, 94, 1992]
a3-headline-3: ಹೋದ ರಾಕಿಂಗ್ ಸ್ಟಾರ್ ಯಶ್ — [80, 1431, 413, 1470]
